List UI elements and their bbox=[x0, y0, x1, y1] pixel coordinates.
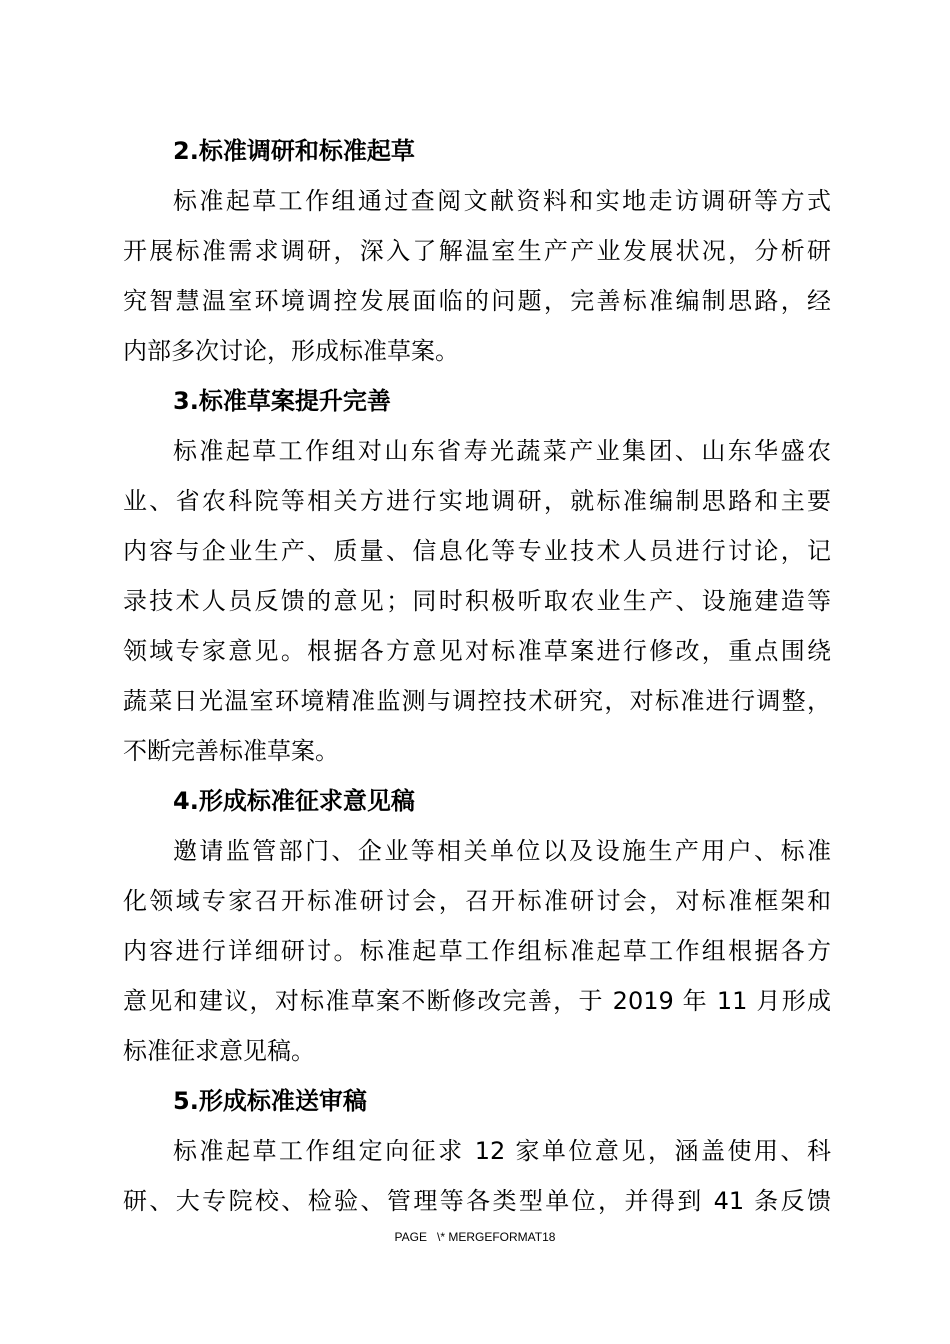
paragraph-line: 研、大专院校、检验、管理等各类型单位，并得到 41 条反馈 bbox=[123, 1187, 831, 1215]
paragraph-line: 化领域专家召开标准研讨会，召开标准研讨会，对标准框架和 bbox=[123, 887, 831, 915]
section-heading: 2.标准调研和标准起草 bbox=[173, 137, 415, 165]
section-paragraph bbox=[123, 426, 831, 776]
document-body bbox=[123, 126, 831, 1226]
paragraph-line: 意见和建议，对标准草案不断修改完善，于 2019 年 11 月形成 bbox=[123, 987, 831, 1015]
section-heading: 5.形成标准送审稿 bbox=[173, 1087, 367, 1115]
paragraph-line: 业、省农科院等相关方进行实地调研，就标准编制思路和主要 bbox=[123, 487, 831, 515]
section-paragraph bbox=[123, 176, 831, 376]
paragraph-line: 内容进行详细研讨。标准起草工作组标准起草工作组根据各方 bbox=[123, 937, 831, 965]
paragraph-line: 内容与企业生产、质量、信息化等专业技术人员进行讨论，记 bbox=[123, 537, 831, 565]
page-footer: PAGE \* MERGEFORMAT18 bbox=[394, 1230, 556, 1244]
paragraph-line: 不断完善标准草案。 bbox=[123, 737, 339, 765]
paragraph-line: 标准征求意见稿。 bbox=[123, 1037, 315, 1065]
section-heading: 3.标准草案提升完善 bbox=[173, 387, 391, 415]
paragraph-line: 内部多次讨论，形成标准草案。 bbox=[123, 337, 459, 365]
paragraph-line: 标准起草工作组定向征求 12 家单位意见，涵盖使用、科 bbox=[173, 1137, 831, 1165]
paragraph-line: 领域专家意见。根据各方意见对标准草案进行修改，重点围绕 bbox=[123, 637, 831, 665]
section-paragraph bbox=[123, 1126, 831, 1226]
paragraph-line: 标准起草工作组通过查阅文献资料和实地走访调研等方式 bbox=[173, 187, 831, 215]
paragraph-line: 蔬菜日光温室环境精准监测与调控技术研究，对标准进行调整， bbox=[123, 687, 831, 715]
section-paragraph bbox=[123, 826, 831, 1076]
paragraph-line: 究智慧温室环境调控发展面临的问题，完善标准编制思路，经 bbox=[123, 287, 831, 315]
section-heading: 4.形成标准征求意见稿 bbox=[173, 787, 415, 815]
paragraph-line: 标准起草工作组对山东省寿光蔬菜产业集团、山东华盛农 bbox=[173, 437, 831, 465]
paragraph-line: 邀请监管部门、企业等相关单位以及设施生产用户、标准 bbox=[173, 837, 831, 865]
paragraph-line: 录技术人员反馈的意见；同时积极听取农业生产、设施建造等 bbox=[123, 587, 831, 615]
paragraph-line: 开展标准需求调研，深入了解温室生产产业发展状况，分析研 bbox=[123, 237, 831, 265]
